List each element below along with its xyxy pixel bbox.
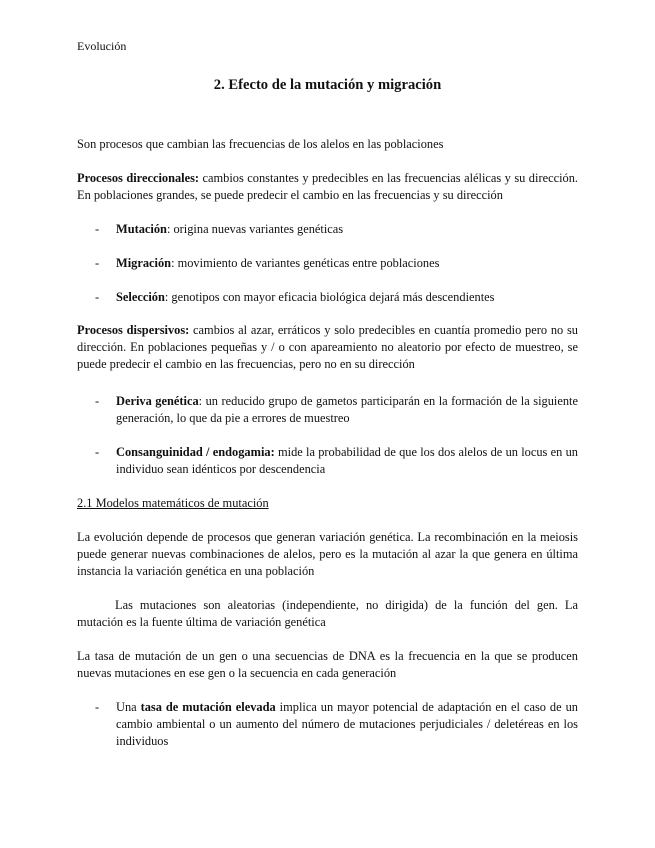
mutaciones-paragraph: Las mutaciones son aleatorias (independiente, no dirigida) de la función del gen. La mutación es la fuente última de variación genética [77,598,578,630]
list-dash: - [95,290,100,304]
list-text: implica un mayor potencial de adaptación en el caso de un cambio ambiental o un aumento del número de mutaciones perjudiciales / deletéreas en los individuos [116,700,578,749]
list-dash: - [95,256,100,270]
list-term: Consanguinidad / endogamia: [116,445,275,459]
list-text: : genotipos con mayor eficacia biológica dejará más descendientes [164,290,495,304]
running-header: Evolución [77,39,127,53]
subsection-heading: 2.1 Modelos matemáticos de mutación [77,496,269,510]
list-text: : un reducido grupo de gametos participarán en la formación de la siguiente generación, lo que da pie a errores de muestreo [116,394,578,426]
list-dash: - [95,222,100,236]
tasa-paragraph: La tasa de mutación de un gen o una secuencias de DNA es la frecuencia en la que se producen nuevas mutaciones en ese gen o la secuencia en cada generación [77,649,578,681]
evolucion-paragraph: La evolución depende de procesos que generan variación genética. La recombinación en la meiosis puede generar nuevas combinaciones de alelos, pero es la mutación al azar la que genera en última instancia la variación genética en una población [77,530,578,579]
direccionales-text: cambios constantes y predecibles en las frecuencias alélicas y su dirección. En poblaciones grandes, se puede predecir el cambio en las frecuencias y su dirección [77,171,578,203]
intro-paragraph: Son procesos que cambian las frecuencias de los alelos en las poblaciones [77,137,444,151]
dispersivos-paragraph [77,322,578,374]
list-term: Selección [116,290,165,304]
list-term: Migración [116,256,172,270]
direccionales-term: Procesos direccionales: [77,171,200,185]
list-dash: - [95,700,100,714]
list-prefix: Una [116,700,141,714]
list-dash: - [95,394,100,408]
list-term: Deriva genética [116,394,199,408]
list-text: : movimiento de variantes genéticas entre poblaciones [171,256,440,270]
dispersivos-text: cambios al azar, erráticos y solo predecibles en cuantía promedio pero no su dirección. En poblaciones pequeñas y / o con apareamiento no aleatorio por efecto de muestreo, se puede predecir el cambio en las frecuencias, pero no en su dirección [77,323,578,372]
list-dash: - [95,445,100,459]
dispersivos-term: Procesos dispersivos: [77,323,190,337]
list-term: tasa de mutación elevada [140,700,276,714]
list-text: mide la probabilidad de que los dos alelos de un locus en un individuo sean idénticos por descendencia [116,445,578,477]
section-title: 2. Efecto de la mutación y migración [213,77,442,93]
list-text: : origina nuevas variantes genéticas [166,222,344,236]
list-term: Mutación [116,222,167,236]
direccionales-paragraph [77,170,578,204]
